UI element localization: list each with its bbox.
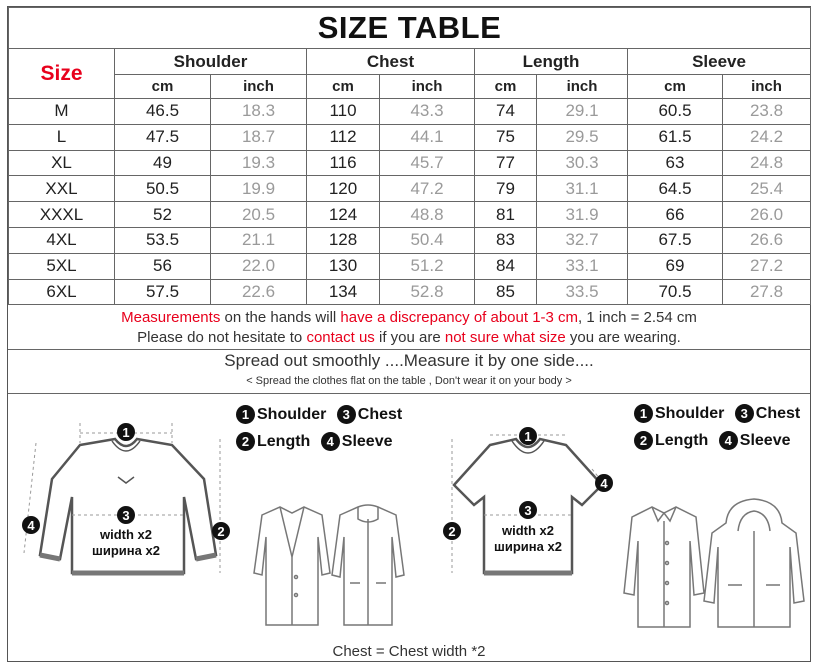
group-header-length: Length: [475, 49, 628, 75]
svg-text:3: 3: [122, 508, 130, 523]
inch-value-cell: 26.6: [723, 227, 811, 253]
jacket-illustrations-right: [618, 497, 808, 635]
inch-value-cell: 29.1: [537, 99, 628, 125]
inch-value-cell: 30.3: [537, 150, 628, 176]
group-header-chest: Chest: [307, 49, 475, 75]
contact-link: contact us: [306, 329, 375, 346]
size-column-header: Size: [9, 49, 115, 99]
unit-header: inch: [723, 75, 811, 99]
size-cell: L: [9, 124, 115, 150]
width-label: width x2: [501, 523, 555, 538]
legend-left: [236, 405, 416, 451]
inch-value-cell: 48.8: [380, 202, 475, 228]
svg-text:2: 2: [448, 524, 456, 539]
inch-value-cell: 50.4: [380, 227, 475, 253]
cm-value-cell: 130: [307, 253, 380, 279]
cm-value-cell: 81: [475, 202, 537, 228]
unit-header: cm: [475, 75, 537, 99]
table-row: [9, 150, 811, 176]
note-highlight: have a discrepancy of about 1-3 cm: [340, 309, 579, 326]
size-table: [8, 7, 811, 305]
note-highlight: Measurements: [121, 309, 221, 326]
size-chart: [7, 6, 811, 662]
legend-chest: Chest: [755, 404, 801, 422]
table-row: [9, 279, 811, 305]
inch-value-cell: 29.5: [537, 124, 628, 150]
size-cell: XL: [9, 150, 115, 176]
marker-icon: 1: [236, 405, 255, 424]
inch-value-cell: 44.1: [380, 124, 475, 150]
size-cell: 6XL: [9, 279, 115, 305]
unit-header: cm: [628, 75, 723, 99]
inch-value-cell: 24.2: [723, 124, 811, 150]
table-row: [9, 202, 811, 228]
table-row: [9, 124, 811, 150]
size-cell: M: [9, 99, 115, 125]
inch-value-cell: 45.7: [380, 150, 475, 176]
spread-instruction: Spread out smoothly ....Measure it by one side....: [224, 351, 594, 370]
table-title: SIZE TABLE: [9, 8, 811, 49]
marker-icon: [22, 423, 230, 540]
svg-text:2: 2: [217, 524, 225, 539]
legend-length: Length: [655, 431, 709, 449]
svg-text:4: 4: [27, 518, 35, 533]
inch-value-cell: 19.3: [211, 150, 307, 176]
inch-value-cell: 26.0: [723, 202, 811, 228]
inch-value-cell: 31.9: [537, 202, 628, 228]
note-text: , 1 inch = 2.54 cm: [578, 309, 697, 326]
size-cell: 5XL: [9, 253, 115, 279]
table-row: [9, 99, 811, 125]
inch-value-cell: 24.8: [723, 150, 811, 176]
inch-value-cell: 33.5: [537, 279, 628, 305]
cm-value-cell: 49: [115, 150, 211, 176]
cm-value-cell: 116: [307, 150, 380, 176]
cm-value-cell: 61.5: [628, 124, 723, 150]
cm-value-cell: 112: [307, 124, 380, 150]
marker-icon: 2: [634, 431, 653, 450]
svg-text:3: 3: [524, 503, 532, 518]
cm-value-cell: 47.5: [115, 124, 211, 150]
marker-icon: 2: [236, 432, 255, 451]
width-label-ru: ширина x2: [92, 543, 160, 558]
inch-value-cell: 31.1: [537, 176, 628, 202]
cm-value-cell: 124: [307, 202, 380, 228]
marker-icon: 4: [321, 432, 340, 451]
note-text: on the hands will: [220, 309, 341, 326]
group-header-sleeve: Sleeve: [628, 49, 811, 75]
inch-value-cell: 33.1: [537, 253, 628, 279]
inch-value-cell: 19.9: [211, 176, 307, 202]
inch-value-cell: 21.1: [211, 227, 307, 253]
contact-note: [8, 329, 810, 346]
legend-sleeve: Sleeve: [739, 431, 791, 449]
note-text: you are wearing.: [565, 329, 681, 346]
chest-formula: Chest = Chest width *2: [332, 643, 486, 660]
cm-value-cell: 120: [307, 176, 380, 202]
divider: [8, 349, 810, 350]
tshirt-diagram: [432, 403, 632, 608]
marker-icon: 4: [719, 431, 738, 450]
cm-value-cell: 46.5: [115, 99, 211, 125]
svg-text:4: 4: [600, 476, 608, 491]
cm-value-cell: 50.5: [115, 176, 211, 202]
cm-value-cell: 64.5: [628, 176, 723, 202]
inch-value-cell: 20.5: [211, 202, 307, 228]
legend-right: [634, 404, 810, 450]
legend-length: Length: [257, 432, 311, 450]
inch-value-cell: 51.2: [380, 253, 475, 279]
cm-value-cell: 57.5: [115, 279, 211, 305]
inch-value-cell: 27.2: [723, 253, 811, 279]
cm-value-cell: 69: [628, 253, 723, 279]
divider: [8, 393, 810, 394]
cm-value-cell: 52: [115, 202, 211, 228]
width-label-ru: ширина x2: [494, 539, 562, 554]
size-cell: XXL: [9, 176, 115, 202]
size-cell: XXXL: [9, 202, 115, 228]
inch-value-cell: 47.2: [380, 176, 475, 202]
cm-value-cell: 63: [628, 150, 723, 176]
inch-value-cell: 32.7: [537, 227, 628, 253]
unit-header: cm: [307, 75, 380, 99]
note-text: if you are: [374, 329, 445, 346]
marker-icon: 3: [337, 405, 356, 424]
legend-chest: Chest: [357, 405, 403, 423]
cm-value-cell: 85: [475, 279, 537, 305]
cm-value-cell: 67.5: [628, 227, 723, 253]
table-row: [9, 253, 811, 279]
marker-icon: 3: [735, 404, 754, 423]
cm-value-cell: 53.5: [115, 227, 211, 253]
legend-shoulder: Shoulder: [655, 404, 725, 422]
cm-value-cell: 60.5: [628, 99, 723, 125]
inch-value-cell: 52.8: [380, 279, 475, 305]
legend-shoulder: Shoulder: [257, 405, 327, 423]
cm-value-cell: 56: [115, 253, 211, 279]
cm-value-cell: 110: [307, 99, 380, 125]
inch-value-cell: 23.8: [723, 99, 811, 125]
cm-value-cell: 70.5: [628, 279, 723, 305]
size-cell: 4XL: [9, 227, 115, 253]
spread-sub-instruction: < Spread the clothes flat on the table , Don't wear it on your body >: [246, 375, 572, 387]
cm-value-cell: 128: [307, 227, 380, 253]
inch-value-cell: 18.7: [211, 124, 307, 150]
inch-value-cell: 22.0: [211, 253, 307, 279]
unit-header: inch: [537, 75, 628, 99]
svg-text:1: 1: [524, 429, 532, 444]
note-text: Please do not hesitate to: [137, 329, 307, 346]
cm-value-cell: 134: [307, 279, 380, 305]
inch-value-cell: 27.8: [723, 279, 811, 305]
legend-sleeve: Sleeve: [341, 432, 393, 450]
width-label: width x2: [99, 527, 153, 542]
inch-value-cell: 43.3: [380, 99, 475, 125]
sweater-diagram: [20, 403, 234, 608]
unit-header: inch: [211, 75, 307, 99]
svg-text:1: 1: [122, 425, 130, 440]
cm-value-cell: 79: [475, 176, 537, 202]
table-row: [9, 176, 811, 202]
measurement-note: [8, 309, 810, 326]
cm-value-cell: 74: [475, 99, 537, 125]
cm-value-cell: 66: [628, 202, 723, 228]
unit-header: cm: [115, 75, 211, 99]
table-row: [9, 227, 811, 253]
group-header-shoulder: Shoulder: [115, 49, 307, 75]
unit-header: inch: [380, 75, 475, 99]
cm-value-cell: 84: [475, 253, 537, 279]
inch-value-cell: 22.6: [211, 279, 307, 305]
inch-value-cell: 18.3: [211, 99, 307, 125]
jacket-illustrations-left: [240, 503, 420, 633]
cm-value-cell: 75: [475, 124, 537, 150]
marker-icon: 1: [634, 404, 653, 423]
cm-value-cell: 77: [475, 150, 537, 176]
note-highlight: not sure what size: [444, 329, 566, 346]
inch-value-cell: 25.4: [723, 176, 811, 202]
cm-value-cell: 83: [475, 227, 537, 253]
